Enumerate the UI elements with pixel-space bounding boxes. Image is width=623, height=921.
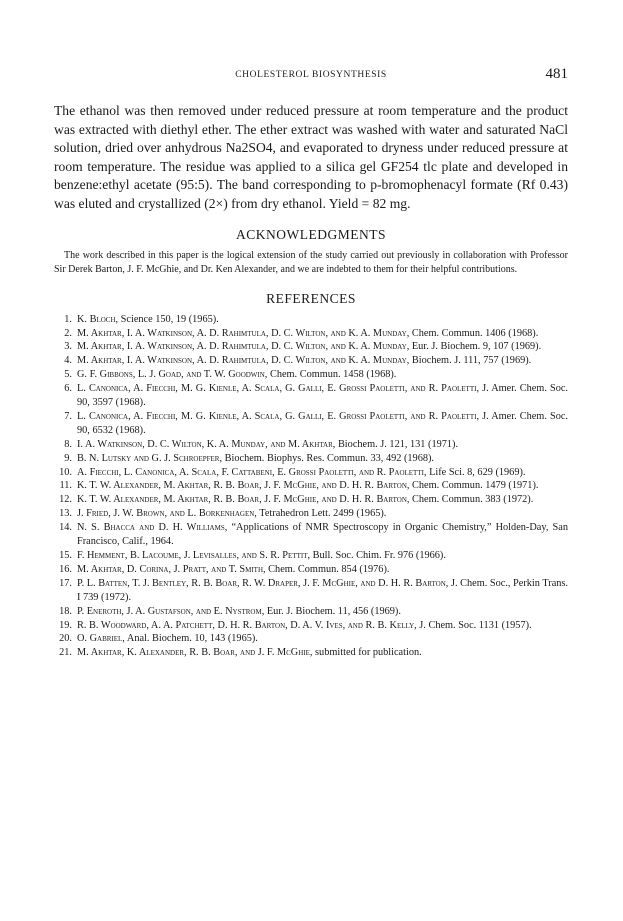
reference-citation: J. Chem. Soc., Perkin Trans. I 739 (1972).	[77, 577, 568, 603]
reference-authors: M. Akhtar, K. Alexander, R. B. Boar, and J. F. McGhie,	[77, 647, 313, 659]
reference-authors: K. T. W. Alexander, M. Akhtar, R. B. Boar, J. F. McGhie, and D. H. R. Barton,	[77, 494, 410, 506]
reference-authors: O. Gabriel,	[77, 633, 125, 645]
reference-citation: submitted for publication.	[315, 647, 422, 659]
reference-authors: G. F. Gibbons, L. J. Goad, and T. W. Goodwin,	[77, 369, 268, 381]
reference-citation: Chem. Commun. 383 (1972).	[412, 494, 534, 506]
reference-number: 19.	[59, 619, 72, 631]
reference-item	[54, 340, 568, 354]
reference-citation: Chem. Commun. 1479 (1971).	[412, 480, 539, 492]
reference-item	[54, 452, 568, 466]
reference-item	[54, 327, 568, 341]
reference-number: 21.	[59, 647, 72, 659]
reference-authors: K. Bloch,	[77, 313, 119, 325]
reference-item	[54, 438, 568, 452]
reference-item	[54, 577, 568, 605]
reference-number: 18.	[59, 605, 72, 617]
reference-item	[54, 549, 568, 563]
acknowledgments-heading: ACKNOWLEDGMENTS	[236, 227, 386, 242]
reference-citation: J. Chem. Soc. 1131 (1957).	[419, 619, 532, 631]
page-header	[54, 62, 568, 84]
reference-authors: N. S. Bhacca and D. H. Williams,	[77, 522, 228, 534]
reference-item	[54, 605, 568, 619]
reference-number: 10.	[59, 466, 72, 478]
reference-number: 3.	[64, 341, 72, 353]
reference-number: 12.	[59, 494, 72, 506]
reference-number: 20.	[59, 633, 72, 645]
reference-citation: J. Amer. Chem. Soc. 90, 3597 (1968).	[77, 383, 568, 409]
reference-number: 9.	[64, 452, 72, 464]
reference-list	[54, 313, 568, 661]
body-paragraph-text: The ethanol was then removed under reduced pressure at room temperature and the product was extracted with diethyl ether. The ether extract was washed with water and saturated NaCl solution, dried over anhydrous Na2SO4, and evaporated to dryness under reduced pressure at room temperature. The residue was applied to a silica gel GF254 tlc plate and developed in benzene:ethyl acetate (95:5). The band corresponding to p-bromophenacyl formate (Rf 0.43) was eluted and crystallized (2×) from dry ethanol. Yield = 82 mg.	[54, 103, 568, 211]
reference-authors: K. T. W. Alexander, M. Akhtar, R. B. Boar, J. F. McGhie, and D. H. R. Barton,	[77, 480, 410, 492]
reference-item	[54, 410, 568, 438]
reference-citation: “Applications of NMR Spectroscopy in Organic Chemistry,” Holden-Day, San Francisco, Calif., 1964.	[77, 522, 568, 548]
reference-authors: M. Akhtar, I. A. Watkinson, A. D. Rahimtula, D. C. Wilton, and K. A. Munday,	[77, 355, 410, 367]
reference-item	[54, 479, 568, 493]
reference-authors: B. N. Lutsky and G. J. Schroepfer,	[77, 452, 223, 464]
reference-citation: Science 150, 19 (1965).	[120, 313, 219, 325]
reference-item	[54, 368, 568, 382]
reference-item	[54, 382, 568, 410]
reference-item	[54, 521, 568, 549]
reference-item	[54, 493, 568, 507]
reference-citation: Biochem. J. 121, 131 (1971).	[337, 438, 459, 450]
reference-citation: Chem. Commun. 1458 (1968).	[269, 369, 397, 381]
reference-number: 2.	[64, 327, 72, 339]
reference-citation: Chem. Commun. 854 (1976).	[268, 563, 390, 575]
reference-number: 7.	[64, 410, 72, 422]
reference-authors: M. Akhtar, I. A. Watkinson, A. D. Rahimtula, D. C. Wilton, and K. A. Munday,	[77, 341, 410, 353]
reference-citation: Chem. Commun. 1406 (1968).	[411, 327, 539, 339]
running-head: CHOLESTEROL BIOSYNTHESIS	[235, 70, 387, 80]
reference-item	[54, 507, 568, 521]
references-heading: REFERENCES	[266, 290, 356, 306]
reference-number: 14.	[59, 522, 72, 534]
reference-number: 11.	[59, 480, 72, 492]
reference-number: 16.	[59, 563, 72, 575]
reference-citation: Anal. Biochem. 10, 143 (1965).	[126, 633, 258, 645]
reference-item	[54, 563, 568, 577]
reference-item	[54, 619, 568, 633]
reference-authors: A. Fiecchi, L. Canonica, A. Scala, F. Cattabeni, E. Grossi Paoletti, and R. Paoletti,	[77, 466, 427, 478]
reference-citation: Biochem. Biophys. Res. Commun. 33, 492 (1968).	[224, 452, 434, 464]
reference-authors: P. L. Batten, T. J. Bentley, R. B. Boar, R. W. Draper, J. F. McGhie, and D. H. R. Barton,	[77, 577, 449, 589]
reference-citation: Eur. J. Biochem. 9, 107 (1969).	[411, 341, 542, 353]
reference-authors: R. B. Woodward, A. A. Patchett, D. H. R. Barton, D. A. V. Ives, and R. B. Kelly,	[77, 619, 417, 631]
reference-number: 15.	[59, 550, 72, 561]
reference-item	[54, 354, 568, 368]
reference-authors: P. Eneroth, J. A. Gustafson, and E. Nystrom,	[77, 605, 265, 617]
reference-item	[54, 466, 568, 480]
reference-number: 17.	[59, 577, 72, 589]
reference-number: 8.	[64, 438, 72, 450]
journal-page	[54, 62, 568, 660]
reference-citation: Life Sci. 8, 629 (1969).	[429, 466, 526, 478]
reference-item	[54, 646, 568, 660]
reference-item	[54, 632, 568, 646]
reference-citation: Tetrahedron Lett. 2499 (1965).	[259, 508, 387, 520]
reference-number: 5.	[64, 369, 72, 381]
reference-authors: M. Akhtar, I. A. Watkinson, A. D. Rahimtula, D. C. Wilton, and K. A. Munday,	[77, 327, 410, 339]
reference-number: 4.	[64, 355, 72, 367]
page-number: 481	[545, 66, 568, 82]
reference-authors: L. Canonica, A. Fiecchi, M. G. Kienle, A. Scala, G. Galli, E. Grossi Paoletti, and R. Paoletti,	[77, 383, 480, 395]
reference-citation: Bull. Soc. Chim. Fr. 976 (1966).	[312, 550, 446, 561]
reference-authors: I. A. Watkinson, D. C. Wilton, K. A. Munday, and M. Akhtar,	[77, 438, 336, 450]
body-paragraph	[54, 102, 568, 213]
reference-authors: F. Hemment, B. Lacoume, J. Levisalles, and S. R. Pettit,	[77, 550, 311, 561]
reference-number: 6.	[64, 383, 72, 395]
reference-authors: L. Canonica, A. Fiecchi, M. G. Kienle, A. Scala, G. Galli, E. Grossi Paoletti, and R. Paoletti,	[77, 410, 480, 422]
reference-number: 1.	[64, 313, 72, 325]
reference-authors: J. Fried, J. W. Brown, and L. Borkenhagen,	[77, 508, 257, 520]
reference-citation: Biochem. J. 111, 757 (1969).	[411, 355, 532, 367]
reference-citation: J. Amer. Chem. Soc. 90, 6532 (1968).	[77, 410, 568, 436]
acknowledgments-text: The work described in this paper is the logical extension of the study carried out previously in collaboration with Professor Sir Derek Barton, J. F. McGhie, and Dr. Ken Alexander, and we are indebted to them for their helpful contributions.	[54, 250, 568, 275]
reference-authors: M. Akhtar, D. Corina, J. Pratt, and T. Smith,	[77, 563, 266, 575]
reference-citation: Eur. J. Biochem. 11, 456 (1969).	[266, 605, 401, 617]
reference-number: 13.	[59, 508, 72, 520]
reference-item	[54, 313, 568, 327]
